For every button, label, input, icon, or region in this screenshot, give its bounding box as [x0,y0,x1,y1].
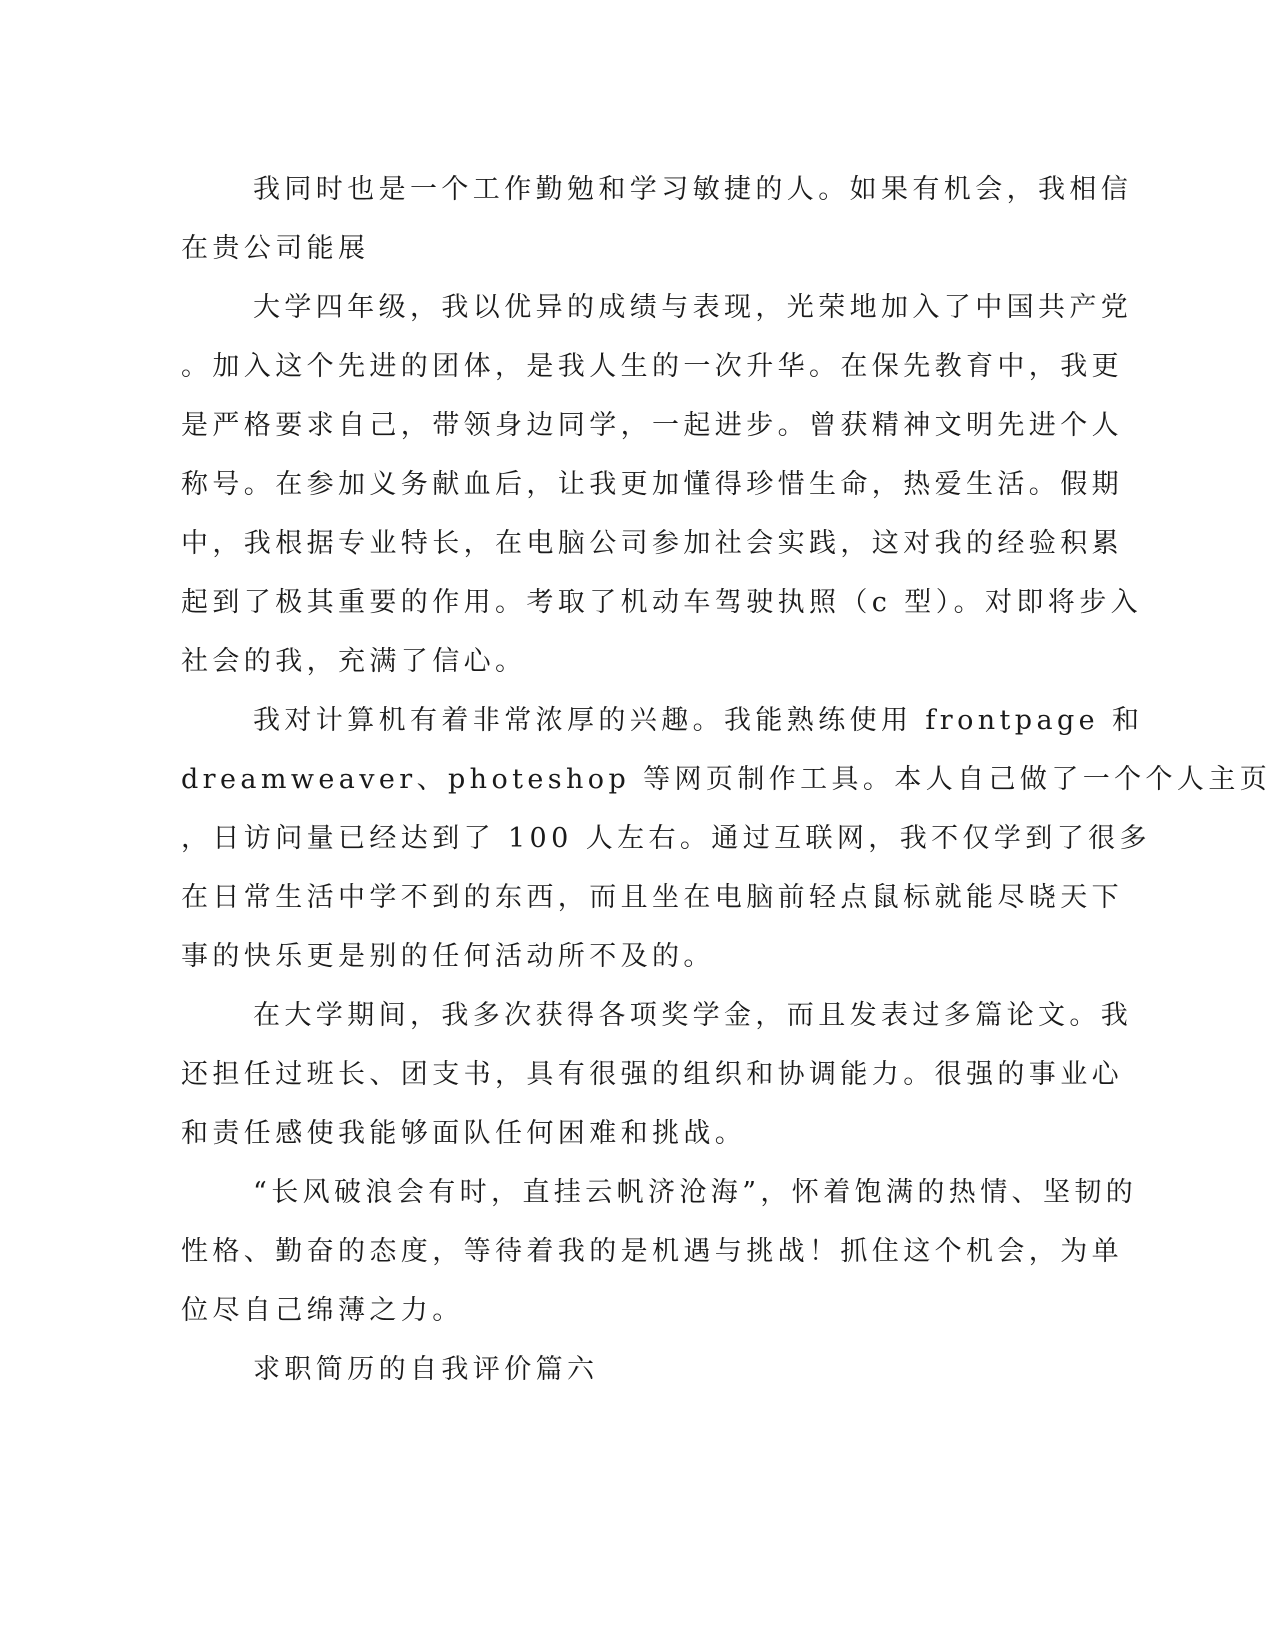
paragraph-2 [181,278,1143,691]
text-line: 我对计算机有着非常浓厚的兴趣。我能熟练使用 frontpage 和 [253,705,1144,736]
text-line: 位尽自己绵薄之力。 [181,1295,464,1326]
paragraph-4 [181,986,1133,1163]
paragraph-1 [181,160,1133,278]
heading-text: 求职简历的自我评价篇六 [253,1354,599,1385]
text-line: 称号。在参加义务献血后，让我更加懂得珍惜生命，热爱生活。假期 [181,469,1123,500]
text-line: 和责任感使我能够面队任何困难和挑战。 [181,1118,747,1149]
text-line: dreamweaver、photeshop 等网页制作工具。本人自己做了一个个人主页 [181,764,1272,795]
text-line: 起到了极其重要的作用。考取了机动车驾驶执照（c 型）。对即将步入 [181,587,1143,618]
text-line: 在贵公司能展 [181,233,370,264]
text-line: 在日常生活中学不到的东西，而且坐在电脑前轻点鼠标就能尽晓天下 [181,882,1123,913]
text-line: 中，我根据专业特长，在电脑公司参加社会实践，这对我的经验积累 [181,528,1123,559]
paragraph-3 [181,691,1272,986]
text-line: 还担任过班长、团支书，具有很强的组织和协调能力。很强的事业心 [181,1059,1123,1090]
text-line: 大学四年级，我以优异的成绩与表现，光荣地加入了中国共产党 [253,292,1133,323]
text-line: 性格、勤奋的态度，等待着我的是机遇与挑战！抓住这个机会，为单 [181,1236,1123,1267]
text-line: 事的快乐更是别的任何活动所不及的。 [181,941,715,972]
section-heading [181,1340,1041,1399]
text-line: 社会的我，充满了信心。 [181,646,527,677]
text-line: 是严格要求自己，带领身边同学，一起进步。曾获精神文明先进个人 [181,410,1123,441]
text-line: “长风破浪会有时，直挂云帆济沧海”，怀着饱满的热情、坚韧的 [253,1177,1138,1208]
text-line: 我同时也是一个工作勤勉和学习敏捷的人。如果有机会，我相信 [253,174,1133,205]
text-line: 在大学期间，我多次获得各项奖学金，而且发表过多篇论文。我 [253,1000,1133,1031]
document-body [181,160,1272,1399]
text-line: 。加入这个先进的团体，是我人生的一次升华。在保先教育中，我更 [181,351,1123,382]
text-line: ，日访问量已经达到了 100 人左右。通过互联网，我不仅学到了很多 [181,823,1151,854]
paragraph-5 [181,1163,1138,1340]
